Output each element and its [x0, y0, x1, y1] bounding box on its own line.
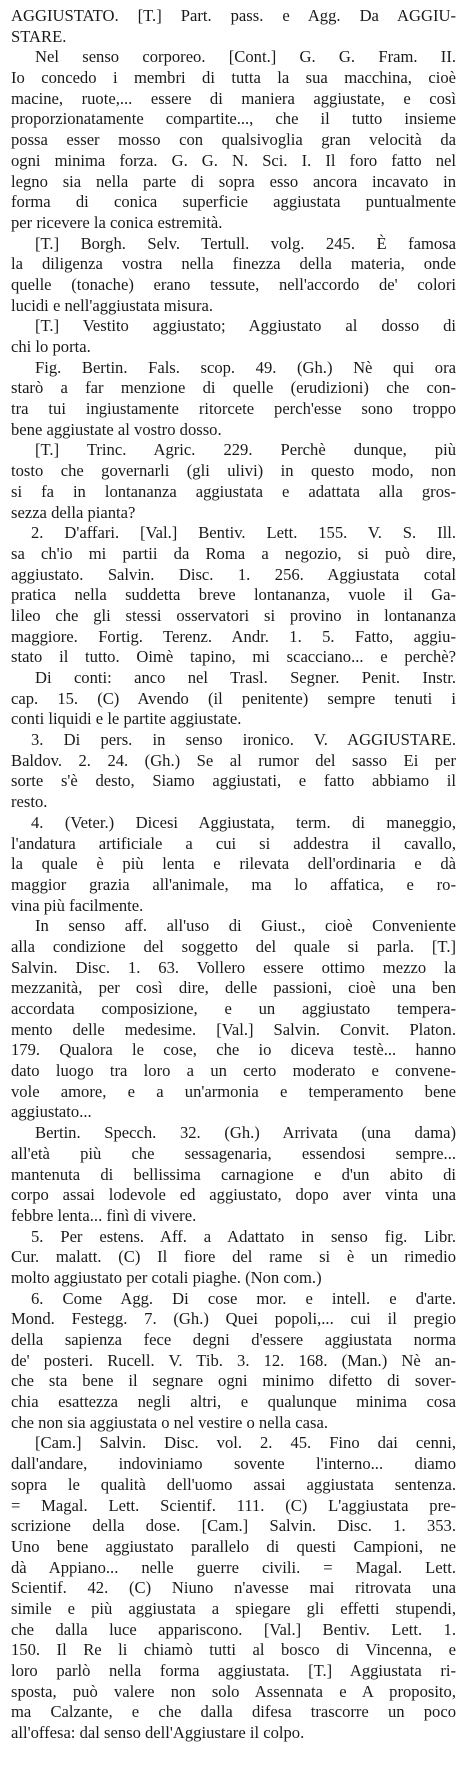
entry-text-line: alla condizione del soggetto del quale si parla. [T.] — [11, 936, 456, 956]
entry-text-line: che non sia aggiustata o nel vestire o nella casa. — [11, 1412, 329, 1432]
entry-text-line: sopra le qualità dell'uomo assai aggiustata sentenza. — [11, 1474, 456, 1494]
dictionary-entry-aggiustato — [11, 6, 456, 1744]
entry-text-line: Di conti: anco nel Trasl. Segner. Penit. Instr. — [35, 668, 456, 687]
entry-text-line: la quale è più lenta e rilevata dell'ordinaria e dà — [11, 854, 456, 874]
entry-text-line: loro parlò nella forma aggiustata. [T.] Aggiustata ri- — [11, 1661, 456, 1680]
entry-text-line: macine, ruote,... essere di maniera aggiustate, e così — [11, 88, 456, 108]
entry-text-line: ogni minima forza. G. G. N. Sci. I. Il foro fatto nel — [11, 150, 456, 170]
entry-text-line: all'offesa: dal senso dell'Aggiustare il colpo. — [11, 1723, 305, 1743]
entry-text-line: ma Calzante, e che dalla difesa trascorre un poco — [11, 1702, 456, 1722]
entry-text-line: Cur. malatt. (C) Il fiore del rame si è un rimedio — [11, 1247, 456, 1267]
entry-text-line: accordata composizione, e un aggiustato tempera- — [11, 999, 456, 1018]
entry-text-line: dà Appiano... nelle guerre civili. = Magal. Lett. — [11, 1557, 456, 1577]
entry-text-line: che dalla luce appariscono. [Val.] Bentiv. Lett. 1. — [11, 1619, 456, 1639]
entry-text-line: febbre lenta... finì di vivere. — [11, 1205, 197, 1225]
entry-text-line: lucidi e nell'aggiustata misura. — [11, 295, 214, 315]
entry-text-line: mantenuta di bellissima carnagione e d'un abito di — [11, 1164, 456, 1184]
entry-text-line: 150. Il Re li chiamò tutti al bosco di Vincenna, e — [11, 1640, 456, 1660]
entry-text-line: 179. Qualora le cose, che io diceva testè... hanno — [11, 1040, 456, 1060]
entry-text-line: Scientif. 42. (C) Niuno n'avesse mai ritrovata una — [11, 1578, 456, 1598]
entry-text-line: aggiustato. Salvin. Disc. 1. 256. Aggiustata cotal — [11, 564, 456, 584]
entry-text-line: si fa in lontananza aggiustata e adattata alla gros- — [11, 481, 456, 501]
entry-text-line: chia esattezza negli altri, e qualunque minima cosa — [11, 1392, 456, 1412]
entry-text-line: In senso aff. all'uso di Giust., cioè Conveniente — [35, 916, 456, 936]
entry-text-line: che sta bene il segnare ogni minimo difetto di sover- — [11, 1371, 456, 1391]
entry-text-line: conti liquidi e le partite aggiustate. — [11, 709, 242, 729]
entry-text-line: 2. D'affari. [Val.] Bentiv. Lett. 155. V. S. Ill. — [31, 523, 456, 543]
entry-text-line: legno sia nella parte di sopra esso ancora incavato in — [11, 171, 456, 191]
entry-text-line: Mond. Festegg. 7. (Gh.) Quei popoli,... cui il pregio — [11, 1309, 456, 1329]
entry-text-line: l'andatura artificiale a cui si addestra il cavallo, — [11, 833, 456, 853]
entry-text-line: sposta, può valere non solo Assennata e A proposito, — [11, 1681, 456, 1701]
entry-text-line: aggiustato... — [11, 1102, 92, 1122]
entry-text-line: Uno bene aggiustato parallelo di questi Campioni, ne — [11, 1536, 456, 1556]
entry-text-line: Nel senso corporeo. [Cont.] G. G. Fram. II. — [35, 47, 456, 67]
entry-text-line: stato il tutto. Oimè tapino, mi scacciano... e perchè? — [11, 647, 456, 667]
entry-text-line: pratica nella suddetta breve lontananza, vuole il Ga- — [11, 585, 456, 605]
entry-text-line: scrizione della dose. [Cam.] Salvin. Disc. 1. 353. — [11, 1516, 456, 1536]
entry-text-line: = Magal. Lett. Scientif. 111. (C) L'aggiustata pre- — [11, 1495, 456, 1515]
entry-text-line: [T.] Borgh. Selv. Tertull. volg. 245. È famosa — [35, 233, 456, 253]
entry-text-line: maggiore. Fortig. Terenz. Andr. 1. 5. Fatto, aggiu- — [11, 626, 456, 646]
entry-text-line: mezzanità, per così dire, delle passioni, cioè una ben — [11, 978, 456, 998]
entry-text-line: simile e più aggiustata a spiegare gli effetti stupendi, — [11, 1598, 456, 1618]
entry-text-line: chi lo porta. — [11, 337, 91, 356]
entry-text-line: starò a far menzione di quelle (erudizioni) che con- — [11, 378, 456, 398]
entry-text-line: quelle (tonache) erano tessute, nell'accordo de' colori — [11, 274, 456, 294]
entry-text-line: tra tui ingiustamente ritorcete perch'esse sono troppo — [11, 399, 456, 419]
entry-text-line: [T.] Vestito aggiustato; Aggiustato al dosso di — [35, 316, 456, 336]
entry-text-line: [T.] Trinc. Agric. 229. Perchè dunque, più — [35, 440, 456, 460]
entry-text-line: sezza della pianta? — [11, 502, 136, 522]
entry-text-line: lileo che gli stessi osservatori si provino in lontananza — [11, 605, 456, 625]
entry-text-line: corpo assai lodevole ed aggiustato, dopo aver vinta una — [11, 1185, 456, 1205]
entry-text-line: per ricevere la conica estremità. — [11, 212, 223, 232]
entry-text-line: sorte s'è desto, Siamo aggiustati, e fatto abbiamo il — [11, 771, 456, 791]
entry-text-line: de' posteri. Rucell. V. Tib. 3. 12. 168. (Man.) Nè an- — [11, 1350, 456, 1370]
entry-text-line: molto aggiustato per cotali piaghe. (Non com.) — [11, 1267, 322, 1287]
entry-text-line: AGGIUSTATO. [T.] Part. pass. e Agg. Da AGGIU- — [11, 6, 456, 25]
entry-text-line: Salvin. Disc. 1. 63. Vollero essere ottimo mezzo la — [11, 957, 456, 977]
entry-text-line: Bertin. Specch. 32. (Gh.) Arrivata (una dama) — [35, 1123, 456, 1143]
entry-text-line: dato luogo tra loro a un certo moderato e convene- — [11, 1061, 456, 1081]
entry-text-line: 5. Per estens. Aff. a Adattato in senso fig. Libr. — [31, 1226, 456, 1246]
entry-text-line: 3. Di pers. in senso ironico. V. AGGIUSTARE. — [31, 730, 456, 750]
entry-text-line: tosto che governarli (gli ulivi) in questo modo, non — [11, 461, 456, 481]
entry-text-line: proporzionatamente compartite..., che il tutto insieme — [11, 109, 456, 129]
entry-text-line: 4. (Veter.) Dicesi Aggiustata, term. di maneggio, — [31, 812, 456, 832]
entry-text-line: Fig. Bertin. Fals. scop. 49. (Gh.) Nè qui ora — [35, 357, 456, 377]
entry-text-line: Baldov. 2. 24. (Gh.) Se al rumor del sasso Ei per — [11, 750, 456, 770]
entry-text-line: maggior grazia all'animale, ma lo affatica, e ro- — [11, 874, 456, 894]
entry-text-line: all'età più che sessagenaria, essendosi sempre... — [11, 1143, 456, 1163]
entry-text-line: la diligenza vostra nella finezza della materia, onde — [11, 254, 456, 274]
entry-text-line: forma di conica superficie aggiustata puntualmente — [11, 192, 456, 212]
entry-text-line: possa esser mosso con qualsivoglia gran velocità da — [11, 130, 456, 150]
entry-text-line: sa ch'io mi partii da Roma a negozio, si può dire, — [11, 543, 456, 563]
entry-text-line: vole amore, e a un'armonia e temperamento bene — [11, 1081, 456, 1101]
entry-text-line: cap. 15. (C) Avendo (il penitente) sempre tenuti i — [11, 688, 456, 708]
entry-text-line: 6. Come Agg. Di cose mor. e intell. e d'arte. — [31, 1288, 456, 1308]
entry-text-line: [Cam.] Salvin. Disc. vol. 2. 45. Fino dai cenni, — [35, 1433, 456, 1453]
entry-text-line: della sapienza fece degni d'essere aggiustata norma — [11, 1330, 456, 1349]
entry-text-line: resto. — [11, 792, 48, 812]
entry-text-line: bene aggiustate al vostro dosso. — [11, 419, 222, 439]
entry-text-line: STARE. — [11, 26, 67, 46]
entry-text-line: dall'andare, indoviniamo sovente l'interno... diamo — [11, 1454, 456, 1474]
entry-text-line: vina più facilmente. — [11, 895, 144, 915]
entry-text-line: Io concedo i membri di tutta la sua macchina, cioè — [11, 68, 456, 88]
entry-text-line: mento delle medesime. [Val.] Salvin. Convit. Platon. — [11, 1019, 456, 1039]
